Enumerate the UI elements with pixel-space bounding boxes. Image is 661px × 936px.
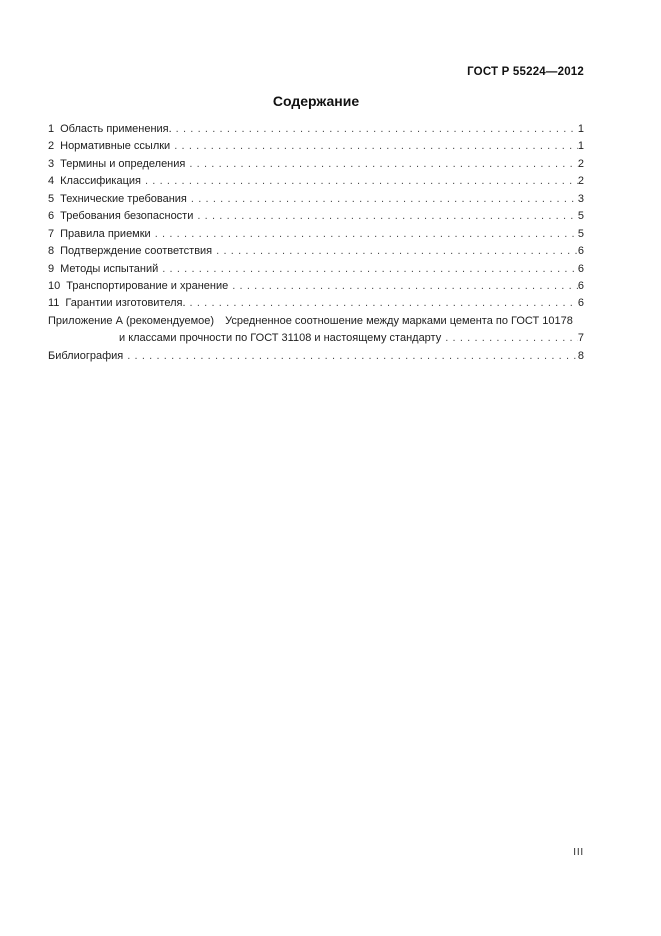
- toc-entry: [48, 295, 584, 312]
- toc-appendix-title: Усредненное соотношение между марками цемента по ГОСТ 10178: [225, 314, 573, 327]
- toc-entry-title: Технические требования: [60, 192, 187, 205]
- toc-entry-page: 6: [577, 262, 584, 275]
- dot-leader: [212, 243, 578, 260]
- dot-leader: [172, 121, 578, 138]
- toc-entry-number: 2: [48, 140, 55, 153]
- page-title: Содержание: [272, 93, 360, 109]
- toc-entry-number: 9: [48, 262, 55, 275]
- toc-entry-page: 2: [577, 157, 584, 170]
- dot-leader: [187, 191, 578, 208]
- table-of-contents: [48, 121, 584, 365]
- toc-entry-page: 5: [577, 227, 584, 240]
- toc-entry-number: 3: [48, 157, 55, 170]
- toc-entry-number: 11: [48, 297, 60, 310]
- toc-entry-number: 8: [48, 245, 55, 258]
- toc-entry-page: 1: [577, 140, 584, 153]
- toc-entry-title: Методы испытаний: [60, 262, 159, 275]
- toc-entry-page: 3: [577, 192, 584, 205]
- toc-entry-page: 6: [577, 297, 584, 310]
- dot-leader: [185, 156, 578, 173]
- toc-entry-page: 5: [577, 210, 584, 223]
- toc-entry-title: Термины и определения: [60, 157, 186, 170]
- toc-bibliography-title: Библиография: [48, 349, 124, 362]
- toc-entry: [48, 121, 584, 138]
- toc-entry-page: 2: [577, 175, 584, 188]
- toc-entry: [48, 208, 584, 225]
- toc-entry-title: Область применения.: [60, 123, 172, 135]
- toc-entry: [48, 261, 584, 278]
- page-folio: III: [573, 847, 584, 858]
- toc-entry-title: Требования безопасности: [60, 210, 194, 223]
- doc-number: ГОСТ Р 55224—2012: [467, 66, 584, 78]
- toc-appendix-page: 7: [577, 332, 584, 345]
- toc-entry-title: Правила приемки: [60, 227, 151, 240]
- toc-entry-number: 6: [48, 210, 55, 223]
- toc-entry: [48, 156, 584, 173]
- dot-leader: [441, 330, 578, 347]
- dot-leader: [123, 348, 578, 365]
- toc-appendix-line2: [48, 330, 584, 347]
- toc-entry: [48, 173, 584, 190]
- toc-entry-title: Транспортирование и хранение: [66, 279, 229, 292]
- toc-entry-number: 7: [48, 227, 55, 240]
- toc-entry-title: Классификация: [60, 175, 141, 188]
- dot-leader: [141, 173, 578, 190]
- toc-entry-number: 5: [48, 192, 55, 205]
- toc-entry-number: 1: [48, 123, 55, 135]
- toc-entry-title: Подтверждение соответствия: [60, 245, 213, 258]
- toc-entry: [48, 243, 584, 260]
- toc-entry-page: 6: [577, 245, 584, 258]
- toc-entry: [48, 191, 584, 208]
- toc-entry-title: Нормативные ссылки: [60, 140, 171, 153]
- toc-appendix-line1: [48, 313, 584, 330]
- dot-leader: [151, 226, 578, 243]
- toc-entry-page: 1: [577, 123, 584, 135]
- toc-entry-number: 10: [48, 279, 61, 292]
- dot-leader: [170, 138, 578, 155]
- toc-entry: [48, 278, 584, 295]
- toc-bibliography-page: 8: [577, 349, 584, 362]
- toc-appendix-label: Приложение А (рекомендуемое): [48, 314, 215, 327]
- dot-leader: [228, 278, 578, 295]
- toc-entry-number: 4: [48, 175, 55, 188]
- toc-entry: [48, 138, 584, 155]
- toc-appendix-title-cont: и классами прочности по ГОСТ 31108 и настоящему стандарту: [119, 332, 442, 345]
- dot-leader: [193, 208, 578, 225]
- toc-entry-title: Гарантии изготовителя.: [65, 297, 186, 310]
- toc-bibliography: [48, 348, 584, 365]
- dot-leader: [186, 295, 578, 312]
- toc-entry-page: 6: [577, 279, 584, 292]
- dot-leader: [158, 261, 578, 278]
- toc-entry: [48, 226, 584, 243]
